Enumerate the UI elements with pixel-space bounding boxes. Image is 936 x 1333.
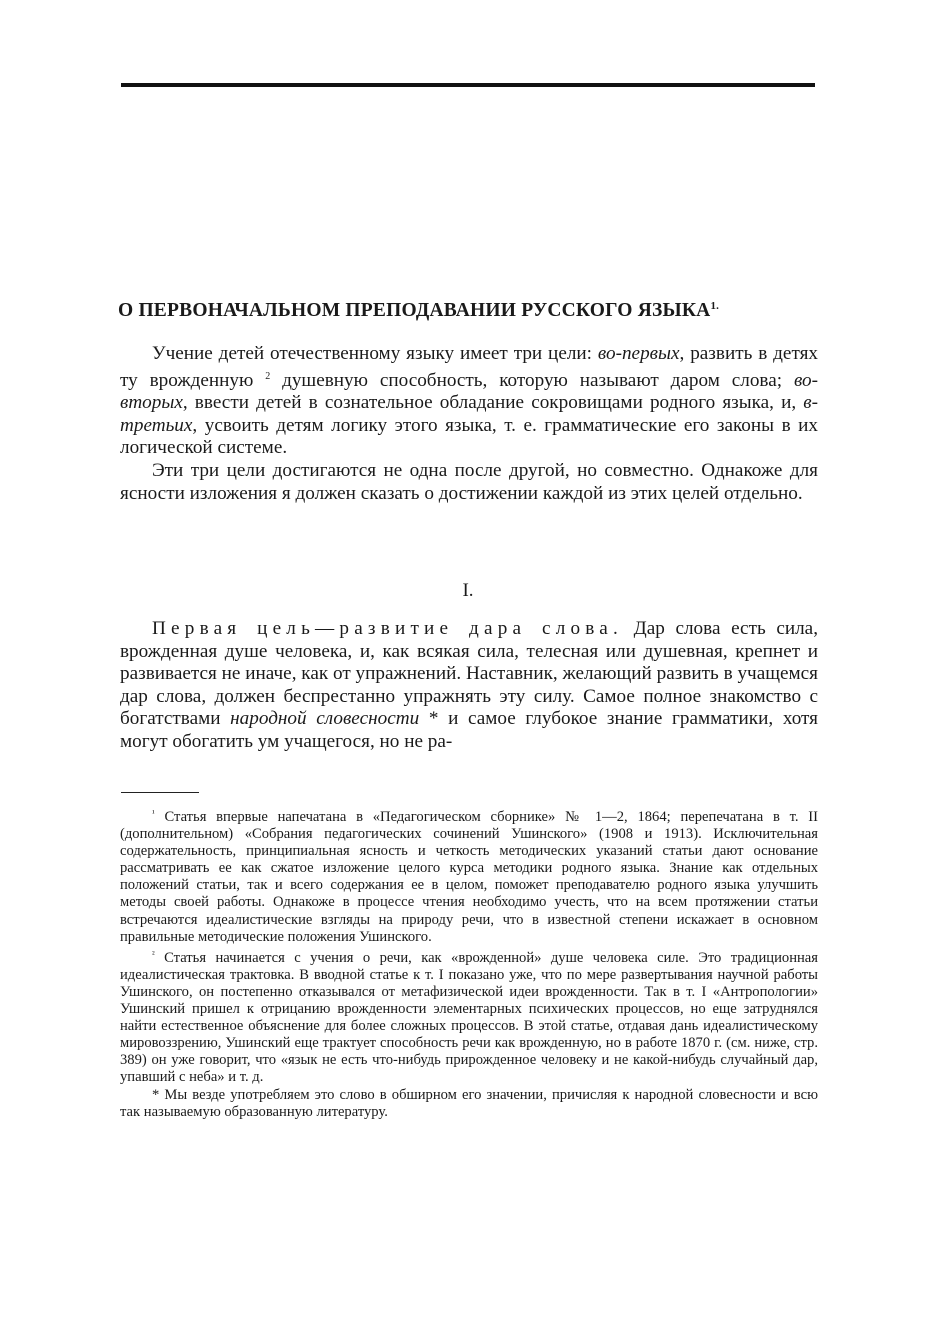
footnote-ref-star[interactable]: * bbox=[428, 708, 439, 730]
text-run: , ввести детей в сознательное обладание сокровищами родного языка, и, bbox=[182, 392, 804, 414]
header-rule bbox=[121, 83, 815, 87]
intro-paragraph-2: Эти три цели достигаются не одна после другой, но совместно. Однакоже для ясности изложения я должен сказать о достижении каждой из этих целей отдельно. bbox=[120, 459, 818, 504]
section-lead: Первая цель—развитие дара слова. bbox=[152, 618, 624, 639]
footnotes bbox=[120, 805, 818, 1121]
text-run: Дар слова есть сила, врожденная душе человека, и, как всякая сила, телесная или душевная, крепнет и развивается не иначе, как от упражнений. Наставник, желающий развить в учащемся дар слова, должен беспрестанно упражнять эту силу. Самое полное знакомство с богатствами bbox=[120, 618, 818, 730]
footnote-1 bbox=[120, 805, 818, 946]
text-run: , развить в детях ту врожденную bbox=[120, 343, 818, 391]
footnote-3-text: Мы везде употребляем это слово в обширном его значении, причисляя к народной словесности и всю так называемую образованную литературу. bbox=[120, 1086, 818, 1120]
footnote-ref-2[interactable]: 2 bbox=[265, 370, 271, 382]
intro-section bbox=[120, 343, 818, 505]
section-1-paragraph bbox=[120, 618, 818, 754]
article-title bbox=[118, 300, 818, 322]
footnote-3 bbox=[120, 1087, 818, 1121]
footnote-2-marker: ² bbox=[152, 948, 155, 959]
emphasis-third: в-третьих bbox=[120, 392, 818, 436]
section-heading: I. bbox=[462, 580, 474, 601]
footnote-2 bbox=[120, 946, 818, 1087]
footnote-separator bbox=[121, 792, 199, 793]
footnote-3-marker: * bbox=[152, 1086, 160, 1103]
text-run: душевную способность, которую называют даром слова; bbox=[270, 369, 794, 391]
emphasis-second: во-вторых bbox=[120, 369, 819, 414]
section-1 bbox=[120, 618, 818, 754]
title-text: О ПЕРВОНАЧАЛЬНОМ ПРЕПОДАВАНИИ РУССКОГО ЯЗЫКА bbox=[118, 300, 711, 321]
footnote-1-marker: ¹ bbox=[152, 808, 155, 818]
footnote-1-text: Статья впервые напечатана в «Педагогическом сборнике» № 1—2, 1864; перепечатана в т. II (дополнительном) «Собрания педагогических сочинений Ушинского» (1908 и 1913). Исключительная содержательность, принципиальная ясность и четкость методических указаний статьи дают основание рассматривать ее как сжатое изложение целого курса методики родного языка. Знание как отдельных положений статьи, так и всего содержания ее в целом, поможет преподавателю родного языка улучшить методы своей работы. Однакоже в процессе чтения необходимо учесть, что на всем протяжении статьи встречаются идеалистические взгляды на природу речи, что в известной степени искажает в основном правильные методические положения Ушинского. bbox=[120, 809, 818, 945]
text-run: , усвоить детям логику этого языка, т. е. грамматические его законы в их логической системе. bbox=[120, 414, 818, 459]
emphasis-folk-literature: народной словесности bbox=[230, 708, 420, 730]
emphasis-first: во-первых bbox=[597, 343, 680, 364]
text-run: Учение детей отечественному языку имеет три цели: bbox=[152, 343, 598, 364]
text-run: и самое глубокое знание грамматики, хотя могут обогатить ум учащегося, но не ра- bbox=[120, 708, 818, 752]
title-footnote-ref[interactable]: 1. bbox=[710, 300, 720, 312]
intro-paragraph-1 bbox=[120, 343, 818, 460]
footnote-2-text: Статья начинается с учения о речи, как «врожденной» душе человека силе. Это традиционная идеалистическая трактовка. В вводной статье к т. I показано уже, что по мере развертывания научной работы Ушинского, он постепенно отказывался от метафизической идеи врожденности. Так в т. I «Антропологии» Ушинский пришел к отрицанию врожденности элементарных психических процессов, но еще затруднялся найти естественное объяснение для более сложных процессов. В этой статье, отдавая дань идеалистическому мировоззрению, Ушинский еще трактует способность речи как врожденную, но в работе 1870 г. (см. ниже, стр. 389) он уже говорит, что «язык не есть что-нибудь прирожденное человеку и не какой-нибудь случайный дар, упавший с неба» и т. д. bbox=[120, 949, 818, 1086]
